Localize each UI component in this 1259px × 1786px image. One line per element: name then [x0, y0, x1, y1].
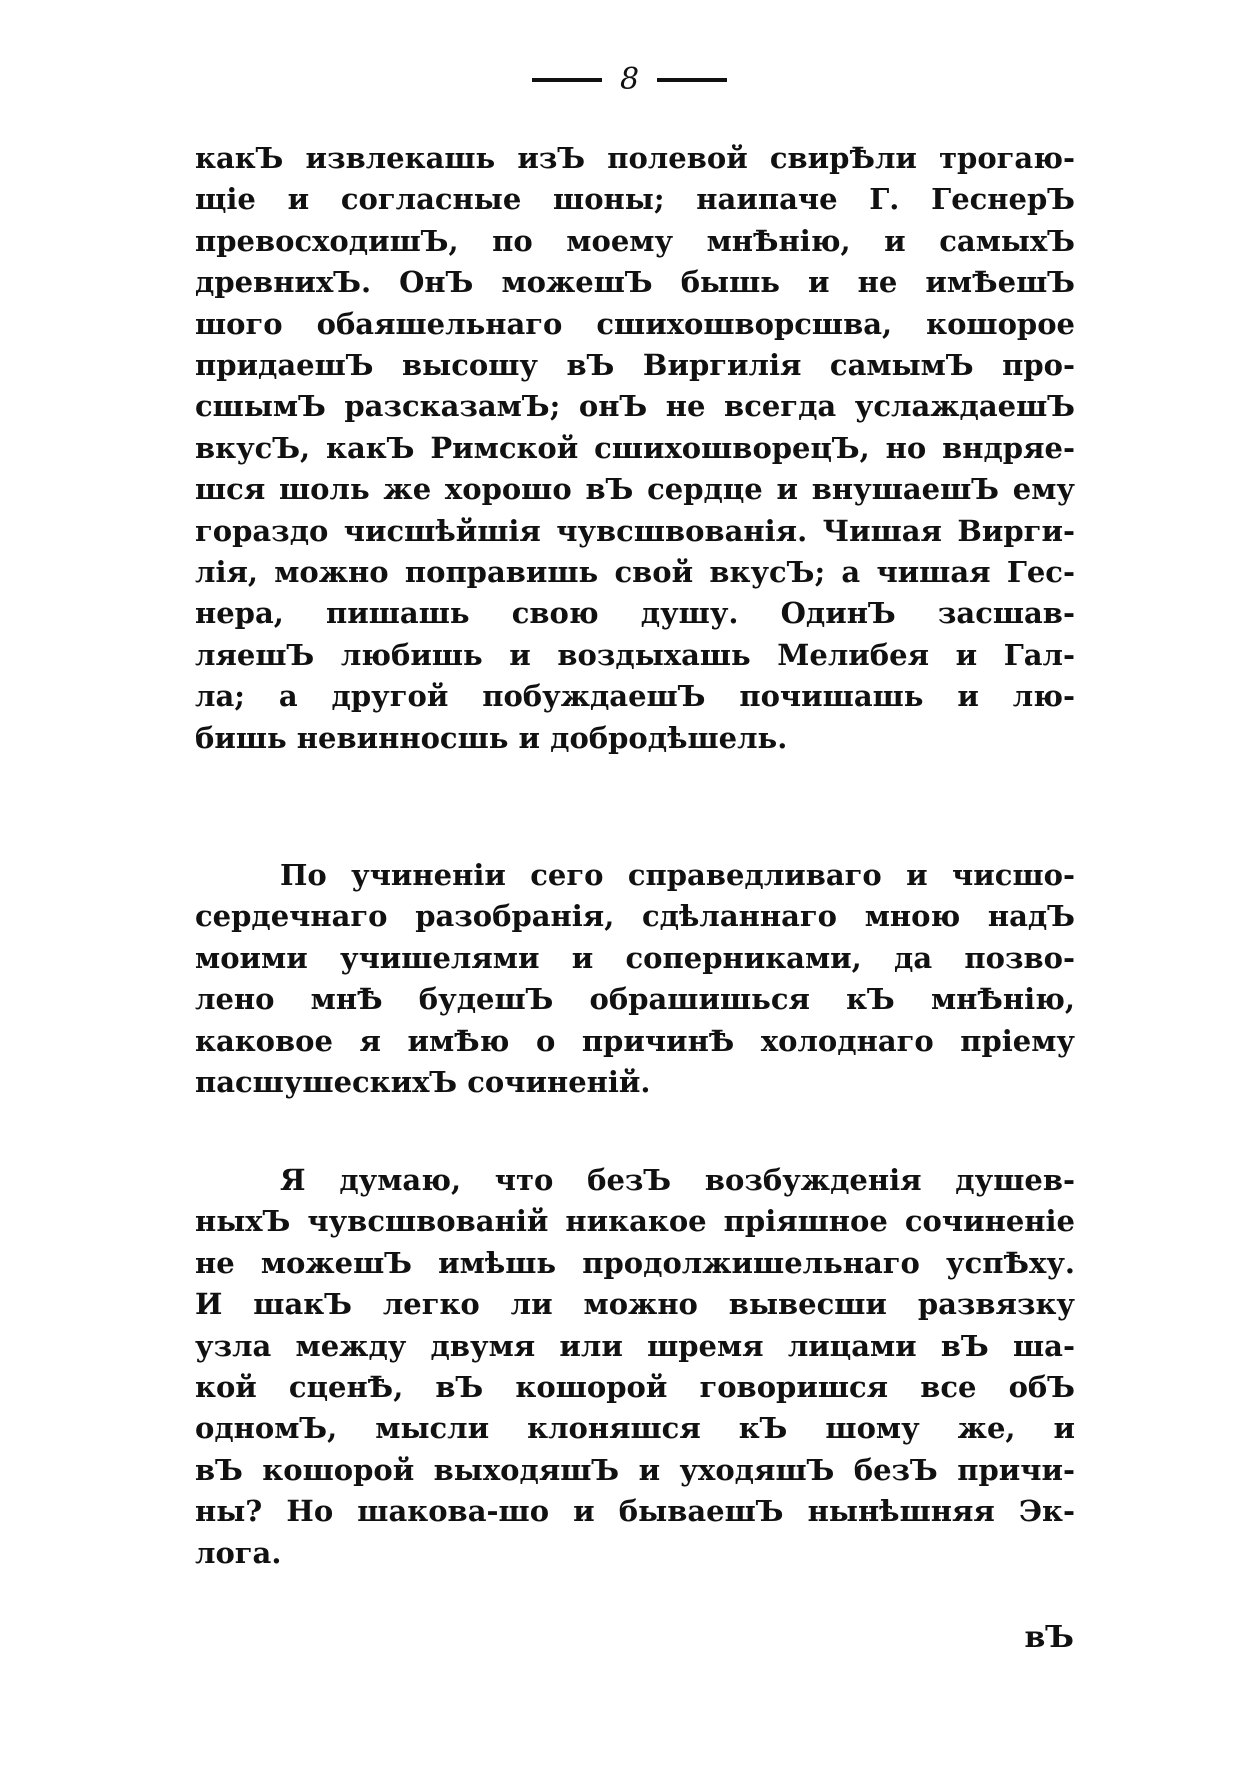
paragraph-3	[195, 1160, 1075, 1574]
text-line: одномЪ, мысли клоняшся кЪ шому же, и	[195, 1411, 1075, 1446]
catchword: вЪ	[1024, 1620, 1074, 1655]
page-header	[0, 60, 1259, 100]
text-line: вЪ кошорой выходяшЪ и уходяшЪ безЪ причи-	[195, 1452, 1075, 1487]
text-line: вкусЪ, какЪ Римской сшихошворецЪ, но вндряе-	[195, 430, 1075, 465]
text-line: придаешЪ высошу вЪ Виргилія самымЪ про-	[195, 348, 1075, 383]
text-line: По учиненіи сего справедливаго и чисшо-	[280, 858, 1075, 892]
text-line: гораздо чисшѣйшія чувсшвованія. Чишая Вирги-	[195, 513, 1075, 548]
text-line: ла; а другой побуждаешЪ почишашь и лю-	[195, 679, 1075, 714]
text-line: ны? Но шакова-шо и бываешЪ нынѣшняя Эк-	[195, 1494, 1075, 1529]
text-line: И шакЪ легко ли можно вывесши развязку	[195, 1287, 1075, 1322]
text-line: ныхЪ чувсшвованій никакое пріяшное сочиненіе	[195, 1204, 1075, 1239]
text-line: каковое я имѢю о причинѢ холоднаго пріему	[195, 1023, 1075, 1058]
text-line: лія, можно поправишь свой вкусЪ; а чишая Гес-	[195, 555, 1075, 590]
text-line: шого обаяшельнаго сшихошворсшва, кошорое	[195, 306, 1075, 341]
text-line: щіе и согласные шоны; наипаче Г. ГеснерЪ	[195, 182, 1075, 217]
right-header-rule	[657, 78, 727, 82]
paragraph-1	[195, 138, 1075, 759]
text-line: не можешЪ имѣшь продолжишельнаго успѢху.	[195, 1245, 1075, 1280]
text-line: шся шоль же хорошо вЪ сердце и внушаешЪ ему	[195, 472, 1075, 507]
left-header-rule	[532, 78, 602, 82]
text-line: ляешЪ любишь и воздыхашь Мелибея и Гал-	[195, 637, 1075, 672]
text-line: моими учишелями и соперниками, да позво-	[195, 940, 1075, 975]
text-line: лога.	[195, 1535, 282, 1570]
text-line: Я думаю, что безЪ возбужденія душев-	[280, 1163, 1075, 1197]
text-line: сшымЪ разсказамЪ; онЪ не всегда услаждаешЪ	[195, 389, 1075, 424]
text-line: какЪ извлекашь изЪ полевой свирѢли трогаю-	[195, 141, 1075, 175]
text-line: кой сценѢ, вЪ кошорой говоришся все обЪ	[195, 1370, 1075, 1405]
text-line: бишь невинносшь и добродѣшель.	[195, 720, 788, 755]
text-line: узла между двумя или шремя лицами вЪ ша-	[195, 1328, 1075, 1363]
page-number: 8	[619, 62, 640, 97]
text-line: древнихЪ. ОнЪ можешЪ бышь и не имѢешЪ	[195, 265, 1075, 300]
text-line: сердечнаго разобранія, сдѣланнаго мною надЪ	[195, 899, 1075, 934]
paragraph-2	[195, 855, 1075, 1103]
text-line: нера, пишашь свою душу. ОдинЪ засшав-	[195, 596, 1075, 631]
text-line: лено мнѢ будешЪ обрашишься кЪ мнѢнію,	[195, 982, 1075, 1017]
text-line: пасшушескихЪ сочиненій.	[195, 1065, 651, 1100]
text-line: превосходишЪ, по моему мнѢнію, и самыхЪ	[195, 223, 1075, 258]
